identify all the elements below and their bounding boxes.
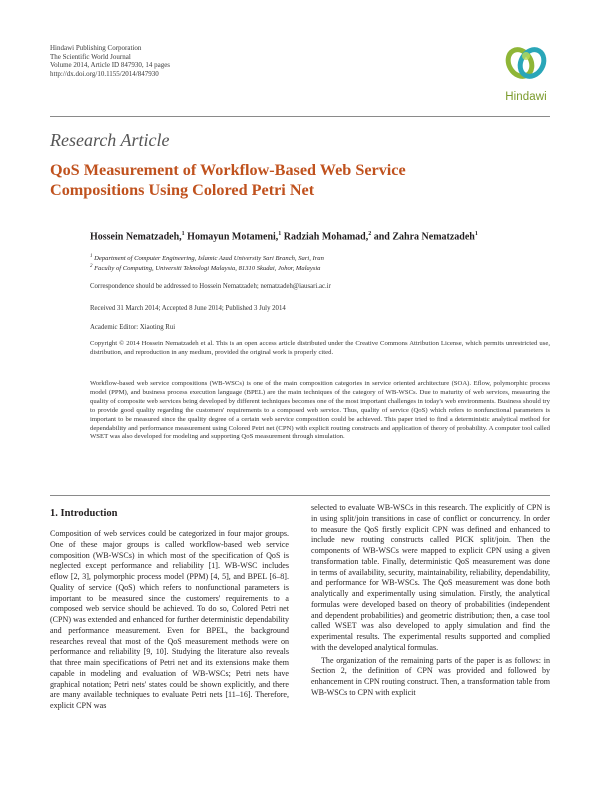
affiliation-text: Department of Computer Engineering, Islamic Azad University Sari Branch, Sari, Iran bbox=[94, 255, 324, 263]
publication-dates: Received 31 March 2014; Accepted 8 June 2014; Published 3 July 2014 bbox=[90, 305, 286, 312]
header-divider bbox=[50, 116, 550, 117]
author-affiliation-mark: 1 bbox=[474, 231, 478, 237]
journal-name: The Scientific World Journal bbox=[50, 52, 131, 61]
hindawi-logo-icon bbox=[503, 40, 549, 86]
affiliation-1 bbox=[90, 254, 324, 262]
author-name: Hossein Nematzadeh, bbox=[90, 231, 182, 243]
author-list bbox=[90, 231, 560, 242]
author-name: Homayun Motameni, bbox=[187, 231, 279, 243]
hindawi-logo bbox=[496, 40, 556, 110]
section-heading: 1. Introduction bbox=[50, 508, 118, 519]
affiliation-mark: 1 bbox=[90, 254, 93, 259]
publisher-name: Hindawi Publishing Corporation bbox=[50, 44, 142, 52]
correspondence: Correspondence should be addressed to Hossein Nematzadeh; nematzadeh@iausari.ac.ir bbox=[90, 283, 331, 290]
abstract: Workflow-based web service compositions (WB-WSCs) is one of the main composition categories in service oriented architecture (SOA). Eflow, polymorphic process model (PPM), and business process execution language (BPEL) are the main techniques of the category of WB-WSCs. Due to maturity of web services, measuring the quality of composite web services being developed by different techniques becomes one of the most important challenges in today's web environments. Business should try to provide good quality regarding the customers' requirements to a composed web service. Thus, quality of service (QoS) which refers to nonfunctional parameters is important to be measured since the quality degree of a certain web service composition could be achieved. This paper tried to find a deterministic analytical method for dependability and performance measurement using Colored Petri net (CPN) with explicit routing constructs and application of theory of probability. A computer tool called WSET was also developed for modeling and supporting QoS measurement through simulation. bbox=[90, 380, 550, 441]
paper-title bbox=[50, 160, 520, 200]
right-column bbox=[311, 503, 550, 699]
author-name: Radziah Mohamad, bbox=[283, 231, 369, 243]
academic-editor: Academic Editor: Xiaoting Rui bbox=[90, 324, 176, 331]
body-paragraph: The organization of the remaining parts of the paper is as follows: in Section 2, the definition of CPN was provided and followed by enhancement in CPN routing construct. Then, a transformation table from WB-WSCs to CPN with explicit bbox=[311, 655, 550, 697]
journal-info bbox=[50, 44, 170, 78]
author-affiliation-mark: 2 bbox=[368, 231, 372, 237]
title-line-2: Compositions Using Colored Petri Net bbox=[50, 181, 315, 199]
affiliation-2 bbox=[90, 264, 320, 272]
left-column bbox=[50, 529, 289, 712]
affiliation-text: Faculty of Computing, Universiti Teknologi Malaysia, 81310 Skudai, Johor, Malaysia bbox=[94, 265, 321, 273]
body-paragraph: Composition of web services could be categorized in four major groups. One of these major groups is called workflow-based web service composition (WB-WSCs) in which most of the specification of QoS is neglected except performance and reliability [1]. WB-WSC includes eflow [2, 3], polymorphic process model (PPM) [4, 5], and BPEL [6–8]. Quality of service (QoS) which refers to nonfunctional parameters is important to be measured since the customers' requirements to a composed web service should be achieved. To do so, Colored Petri net (CPN) was extended and enhanced for further deterministic dependability and performance measurement. Even for BPEL, the background researches reveal that most of the QoS measurement methods were on performance and reliability [9, 10]. Studying the literature also reveals that three main specifications of Petri net and its extensions make them capable in modeling and evaluation of WB-WSCs; Petri nets have graphical notation; Petri nets' states could be shown explicitly, and there are many available techniques to evaluate Petri nets [11–16]. Therefore, explicit CPN was bbox=[50, 529, 289, 710]
author-affiliation-mark: 1 bbox=[278, 231, 282, 237]
affiliation-mark: 2 bbox=[90, 264, 93, 269]
copyright-notice: Copyright © 2014 Hossein Nematzadeh et al. This is an open access article distributed under the Creative Commons Attribution License, which permits unrestricted use, distribution, and reproduction in any medium, provided the original work is properly cited. bbox=[90, 340, 550, 356]
volume-line: Volume 2014, Article ID 847930, 14 pages bbox=[50, 61, 171, 70]
body-paragraph: selected to evaluate WB-WSCs in this research. The explicitly of CPN is in using split/join transitions in case of conflict or concurrency. In order to measure the QoS firstly explicit CPN was defined and enhanced to include new routing constructs called PICK split/join. Then the components of WB-WSCs were mapped to explicit CPN using a given transformation table. Finally, deterministic QoS measurement was done in terms of availability, security, maintainability, reliability, dependability, and performance for WB-WSCs. The QoS measurement was done both analytically and experimentally using simulation. Firstly, the analytical formulas were developed based on theory of probabilities (independent and dependent probabilities) and geometric distribution; then, a case tool called WSET was also developed to apply simulation and find the experimental results. The experimental results supported and complied with the developed analytical formulas. bbox=[311, 503, 550, 652]
title-line-1: QoS Measurement of Workflow-Based Web Service bbox=[50, 161, 406, 179]
author-name: and Zahra Nematzadeh bbox=[373, 231, 475, 243]
hindawi-logo-text: Hindawi bbox=[505, 91, 547, 103]
article-type: Research Article bbox=[50, 130, 170, 150]
doi-line: http://dx.doi.org/10.1155/2014/847930 bbox=[50, 69, 159, 78]
abstract-divider bbox=[50, 495, 550, 496]
author-affiliation-mark: 1 bbox=[181, 231, 185, 237]
